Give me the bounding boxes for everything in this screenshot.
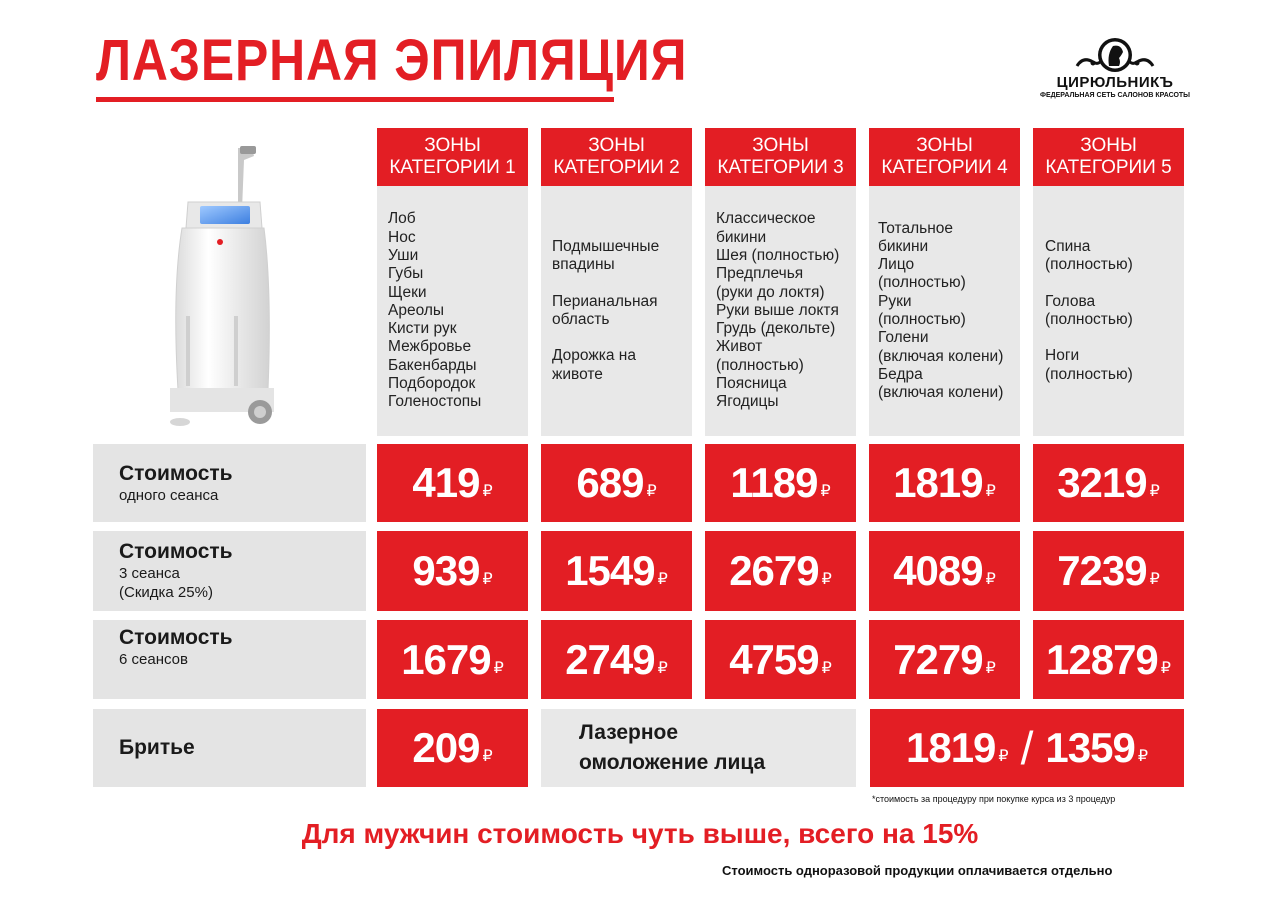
price-cell — [377, 620, 528, 699]
zone-item: Уши — [388, 246, 419, 264]
price-cell — [869, 531, 1020, 611]
row-label-subtitle: одного сеанса — [119, 486, 219, 504]
zone-item: Подмышечные впадины — [552, 238, 660, 274]
brand-name: ЦИРЮЛЬНИКЪ — [1056, 74, 1174, 91]
zone-item: Голени (включая колени) — [878, 329, 1004, 365]
price-value: 1679 — [401, 635, 491, 683]
ruble-icon: ₽ — [657, 659, 668, 677]
price-cell — [869, 444, 1020, 522]
ruble-icon: ₽ — [821, 571, 832, 588]
zone-item: Перианальная область — [552, 292, 658, 328]
zone-item: Лоб — [388, 210, 416, 228]
zone-list-1 — [377, 186, 528, 436]
price-cell — [869, 620, 1020, 699]
price-cell — [541, 444, 692, 522]
ruble-icon: ₽ — [985, 483, 996, 500]
price-value: 689 — [576, 459, 644, 506]
row-label-shaving — [93, 709, 366, 787]
ruble-icon: ₽ — [1149, 483, 1160, 500]
ruble-icon: ₽ — [493, 659, 504, 677]
zone-item: Шея (полностью) — [716, 246, 840, 264]
price-cell — [1033, 531, 1184, 611]
zone-item: Голеностопы — [388, 393, 482, 411]
page-title: ЛАЗЕРНАЯ ЭПИЛЯЦИЯ — [96, 28, 688, 93]
category-header-line2: КАТЕГОРИИ 3 — [717, 157, 844, 178]
category-header-line2: КАТЕГОРИИ 5 — [1045, 157, 1172, 178]
price-value: 209 — [412, 724, 480, 771]
zone-spacer — [1045, 275, 1184, 293]
price-cell — [377, 444, 528, 522]
row-label-subtitle: 6 сеансов — [119, 651, 188, 668]
price-value: 1189 — [730, 459, 818, 506]
zone-item: Бедра (включая колени) — [878, 365, 1004, 402]
zone-spacer — [552, 275, 692, 293]
zone-item: Руки (полностью) — [878, 292, 966, 328]
zone-item: Щеки — [388, 283, 427, 301]
zone-item: Губы — [388, 265, 424, 283]
price-value: 7279 — [893, 635, 983, 683]
ruble-icon: ₽ — [1137, 748, 1149, 765]
zone-item: Лицо (полностью) — [878, 256, 966, 292]
zone-item: Живот (полностью) — [716, 338, 804, 374]
title-underline — [96, 97, 614, 102]
row-label-subtitle: 3 сеанса (Скидка 25%) — [119, 565, 213, 601]
ruble-icon: ₽ — [985, 571, 996, 588]
zone-item: Кисти рук — [388, 320, 457, 338]
price-value: 3219 — [1057, 459, 1147, 506]
ruble-icon: ₽ — [482, 571, 493, 588]
zone-item: Ареолы — [388, 301, 445, 319]
ruble-icon: ₽ — [482, 483, 493, 500]
laser-label-line1: Лазерное — [579, 721, 679, 744]
row-label-title: Стоимость — [119, 540, 233, 563]
row-label-single-session — [93, 444, 366, 522]
men-price-note: Для мужчин стоимость чуть выше, всего на 15% — [301, 818, 979, 849]
ruble-icon: ₽ — [1160, 659, 1171, 677]
laser-rejuvenation-label — [541, 709, 856, 787]
price-value: 12879 — [1046, 635, 1158, 683]
row-label-three-sessions — [93, 531, 366, 611]
disposable-products-note: Стоимость одноразовой продукции оплачивается отдельно — [722, 863, 1113, 878]
brand-logo — [1040, 36, 1190, 112]
zone-item: Ягодицы — [716, 393, 779, 411]
price-separator: / — [1020, 722, 1034, 774]
category-header-line2: КАТЕГОРИИ 2 — [553, 157, 680, 178]
brand-subtitle: ФЕДЕРАЛЬНАЯ СЕТЬ САЛОНОВ КРАСОТЫ — [1040, 92, 1191, 99]
price-value: 1819 — [905, 724, 996, 771]
shaving-price-cell — [377, 709, 528, 787]
ruble-icon: ₽ — [646, 483, 657, 500]
zone-item: Межбровье — [388, 338, 472, 356]
ruble-icon: ₽ — [985, 659, 996, 677]
category-header-4 — [869, 128, 1020, 186]
zone-item: Поясница — [716, 375, 787, 393]
category-header-5 — [1033, 128, 1184, 186]
price-cell — [1033, 620, 1184, 699]
zone-item: Тотальное бикини — [878, 219, 954, 255]
ruble-icon: ₽ — [657, 571, 668, 588]
price-cell — [705, 444, 856, 522]
zone-list-2 — [541, 186, 692, 436]
category-header-line2: КАТЕГОРИИ 4 — [881, 157, 1008, 178]
price-value: 2679 — [729, 547, 819, 594]
price-value: 4089 — [893, 547, 983, 594]
zone-item: Бакенбарды — [388, 356, 477, 374]
price-cell — [541, 620, 692, 699]
price-value: 939 — [412, 547, 480, 594]
price-cell — [705, 620, 856, 699]
ruble-icon: ₽ — [1149, 571, 1160, 588]
zone-item: Руки выше локтя — [716, 301, 839, 319]
price-value: 419 — [412, 459, 480, 506]
zone-item: Подбородок — [388, 375, 476, 393]
price-cell — [1033, 444, 1184, 522]
zone-item: Грудь (декольте) — [716, 320, 836, 338]
price-value: 2749 — [565, 635, 655, 683]
zone-item: Спина (полностью) — [1045, 238, 1133, 274]
category-header-2 — [541, 128, 692, 186]
row-label-title: Стоимость — [119, 461, 233, 485]
shaving-label: Бритье — [119, 736, 195, 759]
category-header-line1: ЗОНЫ — [1080, 135, 1137, 156]
zone-list-3 — [705, 186, 856, 436]
category-header-1 — [377, 128, 528, 186]
price-value: 1819 — [893, 459, 983, 506]
ruble-icon: ₽ — [820, 483, 831, 500]
zone-item: Классическое бикини — [716, 210, 816, 246]
row-label-title: Стоимость — [119, 626, 233, 649]
category-header-line1: ЗОНЫ — [588, 135, 645, 156]
price-cell — [541, 531, 692, 611]
zone-list-5 — [1033, 186, 1184, 436]
laser-footnote: *стоимость за процедуру при покупке курса из 3 процедур — [872, 794, 1116, 804]
zone-item: Предплечья (руки до локтя) — [716, 265, 825, 301]
row-label-six-sessions — [93, 620, 366, 699]
zone-item: Нос — [388, 228, 416, 246]
category-header-line1: ЗОНЫ — [916, 135, 973, 156]
zone-list-4 — [869, 186, 1020, 436]
ruble-icon: ₽ — [482, 748, 493, 765]
price-value: 7239 — [1057, 547, 1147, 594]
category-header-line1: ЗОНЫ — [424, 135, 481, 156]
ruble-icon: ₽ — [821, 659, 832, 677]
price-value: 1359 — [1045, 724, 1135, 771]
laser-label-line2: омоложение лица — [579, 751, 766, 774]
zone-item: Голова (полностью) — [1045, 292, 1133, 328]
laser-rejuvenation-price — [870, 709, 1184, 787]
category-header-3 — [705, 128, 856, 186]
category-header-line1: ЗОНЫ — [752, 135, 809, 156]
price-value: 4759 — [729, 635, 819, 683]
ruble-icon: ₽ — [998, 748, 1009, 765]
price-cell — [705, 531, 856, 611]
barber-emblem-icon — [1069, 36, 1161, 76]
price-cell — [377, 531, 528, 611]
category-header-line2: КАТЕГОРИИ 1 — [389, 157, 516, 178]
zone-item: Ноги (полностью) — [1045, 347, 1133, 383]
zone-spacer — [1045, 329, 1184, 347]
price-value: 1549 — [565, 547, 655, 594]
zone-spacer — [552, 329, 692, 347]
laser-device-image — [160, 140, 280, 440]
zone-item: Дорожка на животе — [552, 347, 636, 383]
